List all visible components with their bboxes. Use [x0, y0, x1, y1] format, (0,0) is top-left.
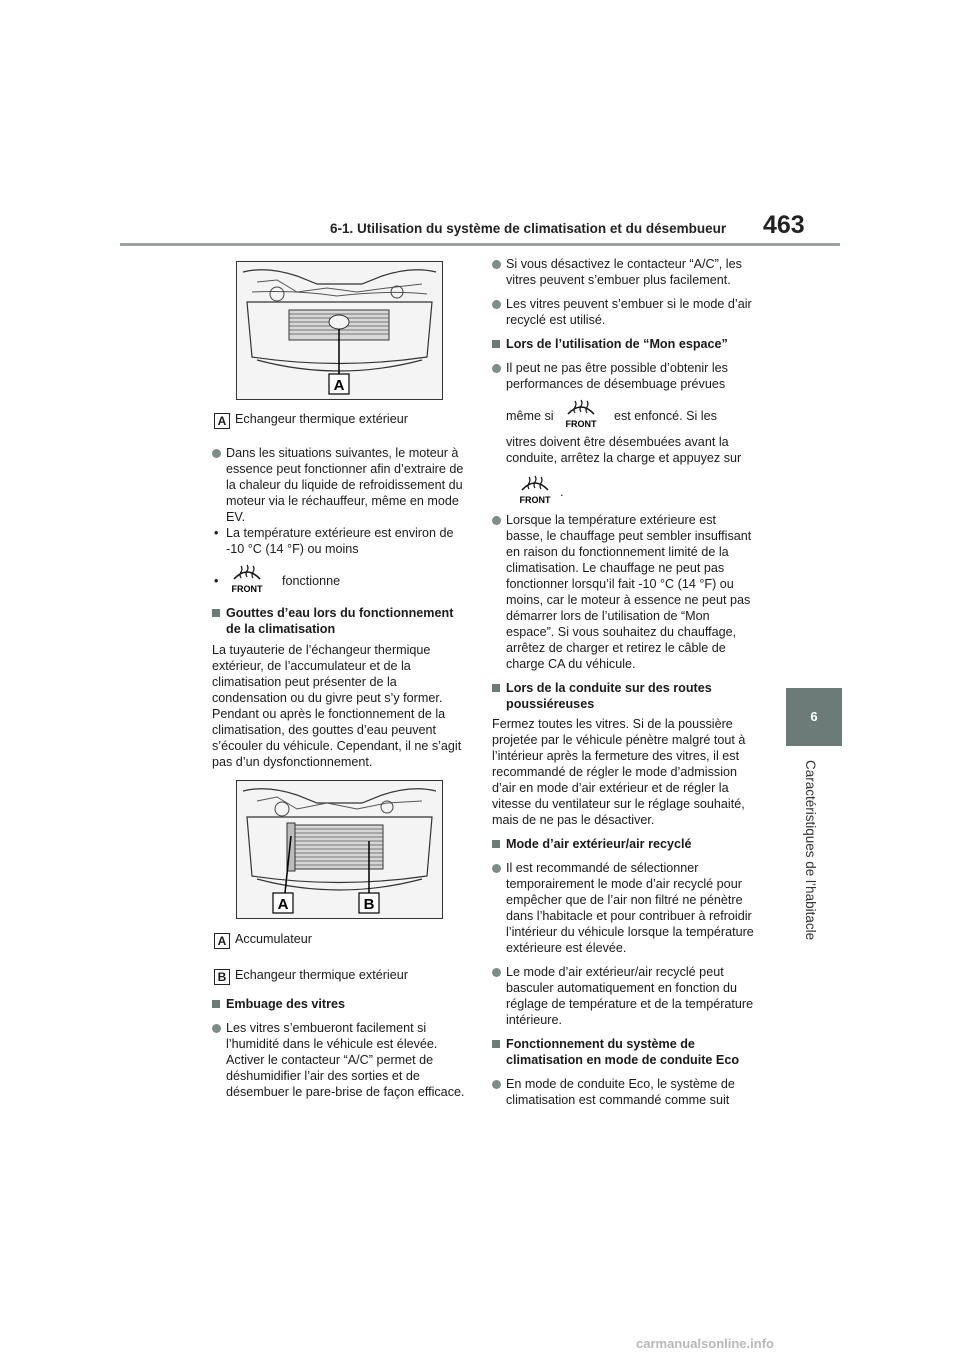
svg-text:FRONT: FRONT: [565, 419, 597, 429]
bullet-icon: [212, 449, 221, 458]
right-column: [492, 256, 754, 1108]
watermark: carmanualsonline.info: [636, 1336, 774, 1351]
subheading: Embuage des vitres: [212, 996, 468, 1012]
square-bullet-icon: [492, 1040, 500, 1048]
section-title: 6-1. Utilisation du système de climatisation et du désembueur: [330, 221, 727, 236]
bullet-icon: [492, 864, 501, 873]
square-bullet-icon: [492, 684, 500, 692]
bullet-icon: [492, 260, 501, 269]
figure-engine-bay-1: [236, 261, 443, 400]
subheading: Mode d’air extérieur/air recyclé: [492, 836, 754, 852]
list-item: Les vitres s’embueront facilement si l’humidité dans le véhicule est élevée. Activer le contacteur “A/C” permet de déshumidifier l’air des sorties et de désembuer le pare-brise de façon efficace.: [212, 1020, 468, 1100]
list-item: En mode de conduite Eco, le système de climatisation est commandé comme suit: [492, 1076, 754, 1108]
svg-text:FRONT: FRONT: [519, 495, 551, 505]
front-defroster-icon: [518, 472, 552, 510]
list-item: Lorsque la température extérieure est basse, le chauffage peut sembler insuffisant en raison du fonctionnement limité de la climatisation. Le chauffage ne peut pas fonctionner lorsqu’il fait -10 °C (14 °F) ou moins, car le moteur à essence ne peut pas démarrer lors de l’utilisation de “Mon espace”. Si vous souhaitez du chauffage, arrêtez de charger et retirez le câble de charge CA du véhicule.: [492, 512, 754, 672]
bullet-icon: [212, 1024, 221, 1033]
subheading: Lors de l’utilisation de “Mon espace”: [492, 336, 754, 352]
subheading: Gouttes d’eau lors du fonctionnement de la climatisation: [212, 605, 468, 637]
square-bullet-icon: [492, 340, 500, 348]
list-item: Il peut ne pas être possible d’obtenir les performances de désembuage prévues même si FRONT est enfoncé. Si les vitres doivent être désembuées avant la conduite, arrêtez la charge et appuyez sur FRONT .: [492, 360, 754, 508]
chapter-title: Caractéristiques de l’habitacle: [803, 760, 818, 941]
figure-callout-a: A: [277, 896, 289, 913]
list-item: Il est recommandé de sélectionner temporairement le mode d’air recyclé pour empêcher que de l’air non filtré ne pénètre dans l’habitacle et pour contribuer à refroidir l’intérieur du véhicule lorsque la température extérieure est élevée.: [492, 860, 754, 956]
figure-callout-a: A: [333, 377, 345, 394]
chapter-number: 6: [810, 709, 818, 724]
engine-bay-illustration: [237, 262, 442, 399]
bullet-icon: [492, 1080, 501, 1089]
page-number: 463: [763, 211, 805, 239]
square-bullet-icon: [212, 1000, 220, 1008]
list-item: Si vous désactivez le contacteur “A/C”, les vitres peuvent s’embuer plus facilement.: [492, 256, 754, 288]
fig1-legend: [214, 411, 464, 429]
bullet-icon: [492, 968, 501, 977]
legend-text: Echangeur thermique extérieur: [235, 412, 408, 426]
front-defroster-icon: [564, 396, 598, 434]
figure-engine-bay-2: [236, 780, 443, 919]
header-rule: [120, 243, 840, 246]
bullet-icon: [492, 516, 501, 525]
left-column: [212, 445, 468, 770]
list-item: • FRONT fonctionne: [212, 565, 468, 595]
bullet-icon: [492, 364, 501, 373]
list-item: Le mode d’air extérieur/air recyclé peut basculer automatiquement en fonction du réglage de température et de la température intérieure.: [492, 964, 754, 1028]
subheading: Lors de la conduite sur des routes poussiéreuses: [492, 680, 754, 712]
label-box-icon: A: [214, 413, 230, 429]
figure-callout-b: B: [363, 896, 375, 913]
front-defroster-icon: [230, 561, 264, 599]
dash-bullet-icon: •: [214, 574, 219, 588]
paragraph: Fermez toutes les vitres. Si de la poussière projetée par le véhicule pénètre malgré tout à l’intérieur après la fermeture des vitres, il est recommandé de régler le mode d’admission d’air en mode d’air extérieur et de régler la vitesse du ventilateur sur le réglage souhaité, mais de ne pas le désactiver.: [492, 717, 746, 827]
label-box-icon: B: [214, 969, 230, 985]
list-item: Les vitres peuvent s’embuer si le mode d’air recyclé est utilisé.: [492, 296, 754, 328]
svg-text:FRONT: FRONT: [231, 584, 263, 594]
list-item: • La température extérieure est environ de -10 °C (14 °F) ou moins: [214, 526, 454, 556]
list-item: Dans les situations suivantes, le moteur à essence peut fonctionner afin d’extraire de la chaleur du liquide de refroidissement du moteur via le réchauffeur, même en mode EV.: [212, 445, 468, 525]
square-bullet-icon: [492, 840, 500, 848]
left-column-bottom: [212, 996, 468, 1100]
dash-bullet-icon: •: [214, 526, 219, 540]
bullet-icon: [492, 300, 501, 309]
square-bullet-icon: [212, 609, 220, 617]
fig2-legend: A Accumulateur B Echangeur thermique extérieur: [214, 931, 464, 985]
label-box-icon: A: [214, 933, 230, 949]
subheading: Fonctionnement du système de climatisation en mode de conduite Eco: [492, 1036, 754, 1068]
paragraph: La tuyauterie de l’échangeur thermique extérieur, de l’accumulateur et de la climatisation peut présenter de la condensation ou du givre peut s’y former. Pendant ou après le fonctionnement de la climatisation, des gouttes d’eau peuvent s’écouler du véhicule. Cependant, il ne s’agit pas d’un dysfonctionnement.: [212, 643, 462, 769]
engine-bay-illustration: [237, 781, 442, 918]
